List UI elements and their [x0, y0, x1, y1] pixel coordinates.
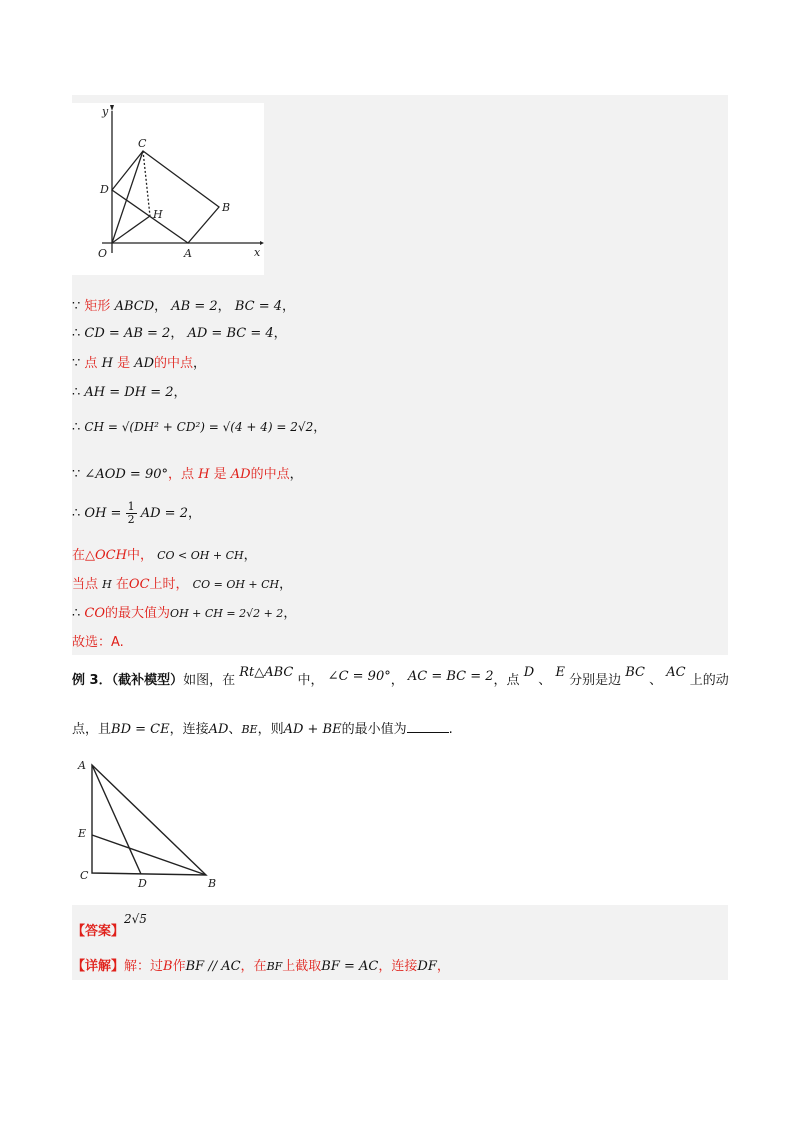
math: AC — [666, 665, 686, 680]
solution-line-1 — [72, 298, 295, 316]
solution-line-4 — [72, 384, 187, 402]
text: ，连接 — [169, 722, 209, 737]
punct: ， — [243, 548, 257, 563]
segment-BE — [92, 835, 206, 875]
text: 在 — [115, 577, 129, 592]
solution-line-5 — [72, 418, 326, 437]
math: OH + CH = 2√2 + 2 — [170, 607, 284, 620]
punct: ， — [289, 467, 303, 482]
punct: ， — [273, 326, 287, 341]
math: CO = OH + CH — [192, 578, 280, 591]
text: 当点 — [72, 577, 99, 592]
text: ，点 — [493, 673, 520, 688]
math: Rt△ABC — [239, 665, 294, 680]
solution-line-11 — [72, 634, 124, 652]
text: 上时， — [149, 577, 189, 592]
text: 的最小值为 — [341, 722, 407, 737]
math: BF = AC — [321, 959, 379, 974]
math: ABCD — [114, 299, 155, 314]
solution-line-7 — [72, 498, 201, 530]
therefore-symbol: ∴ — [72, 385, 81, 400]
text: 在 — [72, 548, 86, 563]
math: E — [555, 665, 565, 680]
detail-tag: 【详解】 — [72, 959, 125, 974]
punct: ， — [313, 420, 327, 435]
math: H — [102, 578, 112, 591]
text: 是 — [213, 467, 227, 482]
math: BC = 4 — [234, 299, 282, 314]
solution-line-6 — [72, 466, 303, 484]
text: ，则 — [257, 722, 284, 737]
punct: ， — [283, 606, 297, 621]
figure-coordinate-rectangle — [72, 103, 264, 275]
example-title: 例 3．（截补模型） — [72, 673, 184, 688]
detail-line — [72, 958, 450, 976]
text: ，连接 — [378, 959, 418, 974]
therefore-symbol: ∴ — [72, 326, 81, 341]
text: 点 — [84, 356, 98, 371]
solution-line-3 — [72, 355, 206, 373]
text: ， — [390, 673, 404, 688]
because-symbol: ∵ — [72, 299, 81, 314]
label-A: A — [184, 247, 192, 260]
label-y: y — [102, 105, 109, 118]
therefore-symbol: ∴ — [72, 420, 81, 435]
punct: ， — [154, 299, 168, 314]
text: 的中点 — [250, 467, 290, 482]
label-B: B — [208, 877, 217, 890]
solution-line-8 — [72, 547, 257, 565]
text: 、 — [228, 722, 242, 737]
text: ，点 — [167, 467, 194, 482]
numerator: 1 — [127, 500, 135, 513]
segment-AD — [92, 765, 141, 874]
math: OC — [128, 577, 150, 592]
text: ，在 — [240, 959, 267, 974]
math: AC = BC = 2 — [407, 669, 494, 684]
math: H — [101, 356, 113, 371]
math: B — [163, 959, 173, 974]
example3-line-1 — [72, 665, 729, 690]
math: BF — [266, 960, 283, 973]
math: D — [523, 665, 535, 680]
segment-OC — [112, 151, 143, 243]
math: CH = √(DH² + CD²) = √(4 + 4) = 2√2 — [84, 420, 314, 434]
text: 点，且 — [72, 722, 112, 737]
label-A: A — [78, 759, 86, 772]
because-symbol: ∵ — [72, 356, 81, 371]
solution-line-9 — [72, 576, 292, 594]
answer-line — [72, 912, 147, 944]
math: CO — [84, 606, 106, 621]
math: BC — [625, 665, 645, 680]
label-B: B — [222, 201, 231, 214]
text: 、 — [649, 673, 663, 688]
text: 如图，在 — [183, 673, 236, 688]
fraction-one-half — [126, 501, 137, 526]
math: AD + BE — [283, 722, 342, 737]
text: 分别是边 — [569, 673, 622, 688]
text: 中， — [126, 548, 153, 563]
text: ， — [436, 959, 450, 974]
answer-tag: 【答案】 — [72, 924, 125, 939]
math: CD = AB = 2 — [84, 326, 171, 341]
figure-right-triangle — [72, 755, 232, 895]
label-E: E — [78, 827, 87, 840]
text: 中， — [297, 673, 324, 688]
label-D: D — [100, 183, 109, 196]
text: 是 — [117, 356, 131, 371]
choice-text: 故选：A. — [72, 635, 124, 650]
math: CO < OH + CH — [157, 549, 244, 562]
punct: ， — [282, 299, 296, 314]
punct: ， — [217, 299, 231, 314]
math: △OCH — [85, 548, 127, 563]
punct: ， — [279, 577, 293, 592]
text: 作 — [172, 959, 186, 974]
figure2-svg — [72, 755, 232, 895]
answer-value: 2√5 — [124, 912, 147, 926]
text: 、 — [538, 673, 552, 688]
math: AD = BC = 4 — [187, 326, 274, 341]
solution-line-2 — [72, 325, 287, 343]
triangle-ABC — [92, 765, 206, 875]
label-x: x — [254, 246, 261, 259]
therefore-symbol: ∴ — [72, 506, 81, 521]
example3-line-2 — [72, 720, 453, 739]
label-O: O — [98, 247, 108, 260]
math: BF // AC — [185, 959, 241, 974]
because-symbol: ∵ — [72, 467, 81, 482]
text: 的最大值为 — [105, 606, 171, 621]
math: DF — [417, 959, 437, 974]
math: AD — [134, 356, 155, 371]
label-D: D — [138, 877, 147, 890]
math: AH = DH = 2 — [84, 385, 174, 400]
segment-CH — [143, 151, 150, 216]
label-C: C — [80, 869, 89, 882]
punct: ， — [193, 356, 207, 371]
therefore-symbol: ∴ — [72, 606, 81, 621]
solution-line-10 — [72, 605, 296, 623]
math: OH = — [84, 506, 122, 521]
segment-OH — [112, 216, 150, 243]
math: BD = CE — [111, 722, 170, 737]
math: ∠C = 90° — [327, 669, 391, 684]
label-H: H — [153, 208, 163, 221]
text: 矩形 — [84, 299, 111, 314]
text: . — [448, 722, 453, 737]
math: BE — [241, 723, 258, 736]
math: H — [198, 467, 210, 482]
answer-blank — [407, 720, 449, 733]
label-C: C — [138, 137, 147, 150]
text: 上截取 — [282, 959, 322, 974]
math: AD — [208, 722, 229, 737]
figure1-svg — [72, 103, 264, 275]
text: 的中点 — [154, 356, 194, 371]
punct: ， — [170, 326, 184, 341]
punct: ， — [173, 385, 187, 400]
text: 解：过 — [124, 959, 164, 974]
math: AB = 2 — [171, 299, 218, 314]
denominator: 2 — [127, 513, 135, 526]
math: AD = 2 — [140, 506, 188, 521]
math: ∠AOD = 90° — [84, 467, 168, 482]
punct: ， — [187, 506, 201, 521]
text: 上的动 — [689, 673, 729, 688]
math: AD — [230, 467, 251, 482]
